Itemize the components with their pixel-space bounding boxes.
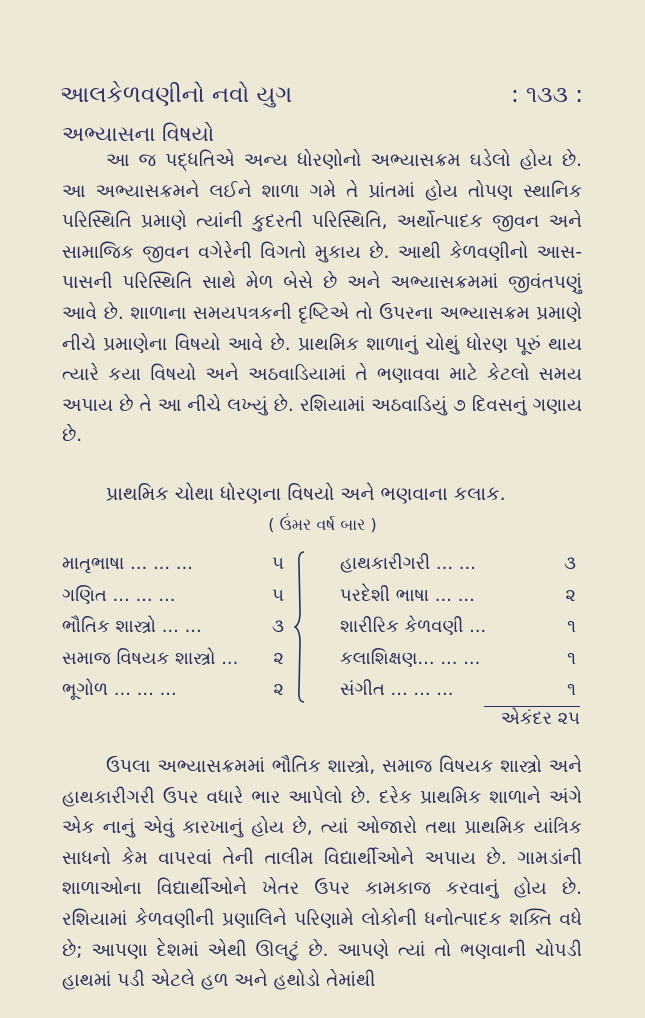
subject-name: સમાજ વિષયક શાસ્ત્રો ...: [62, 647, 239, 669]
subject-hours: ૫: [272, 553, 284, 574]
subject-hours: ૧: [567, 679, 576, 700]
paragraph-intro: આ જ પદ્ધતિએ અન્ય ધોરણોનો અભ્યાસક્રમ ઘડેલો હોય છે. આ અભ્યાસક્રમને લઈને શાળા ગમે તે પ્રાંતમાં હોય તોપણ સ્થાનિક પરિસ્થિતિ પ્રમાણે ત્યાંની કુદરતી પરિસ્થિતિ, અર્થોત્પાદક જીવન અને સામાજિક જીવન વગેરેની વિગતો મુકાય છે. આથી કેળવણીનો આસ-પાસની પરિસ્થિતિ સાથે મેળ બેસે છે અને અભ્યાસક્રમમાં જીવંતપણું આવે છે. શાળાના સમયપત્રકની દૃષ્ટિએ તો ઉપરના અભ્યાસક્રમ પ્રમાણે નીચે પ્રમાણેના વિષયો આવે છે. પ્રાથમિક શાળાનું ચોથું ધોરણ પૂરું થાય ત્યારે કયા વિષયો અને અઠવાડિયામાં તે ભણાવવા માટે કેટલો સમય અપાય છે તે આ નીચે લખ્યું છે. રશિયામાં અઠવાડિયું ૭ દિવસનું ગણાય છે.: [62, 150, 582, 447]
subject-row: [62, 674, 284, 706]
total-rule: [484, 706, 580, 707]
page-number: : ૧૩૩ :: [510, 82, 583, 108]
subject-row: [340, 548, 576, 580]
paragraph-discussion: ઉપલા અભ્યાસક્રમમાં ભૌતિક શાસ્ત્રો, સમાજ વિષયક શાસ્ત્રો અને હાથકારીગરી ઉપર વધારે ભાર આપેલો છે. દરેક પ્રાથમિક શાળાને અંગે એક નાનું એવું કારખાનું હોય છે, ત્યાં ઓજારો તથા પ્રાથમિક યાંત્રિક સાધનો કેમ વાપરવાં તેની તાલીમ વિદ્યાર્થીઓને અપાય છે. ગામડાંની શાળાઓના વિદ્યાર્થીઓને ખેતર ઉપર કામકાજ કરવાનું હોય છે. રશિયામાં કેળવણીની પ્રણાલિને પરિણામે લોકોની ધનોત્પાદક શક્તિ વધે છે; આપણા દેશમાં એથી ઊલટું છે. આપણે ત્યાં તો ભણવાની ચોપડી હાથમાં પડી એટલે હળ અને હથોડો તેમાંથી: [62, 756, 582, 992]
total-hours: એકંદર ૨૫: [500, 708, 580, 729]
subject-row: [62, 548, 284, 580]
page-header: [60, 82, 583, 108]
subjects-left-column: [62, 548, 284, 706]
running-title: આલકેળવણીનો નવો યુગ: [60, 82, 293, 108]
brace-divider: [294, 548, 310, 706]
subject-row: [62, 580, 284, 612]
subject-name: પરદેશી ભાષા ... ...: [340, 584, 475, 606]
subject-hours: ૫: [272, 584, 284, 606]
table-subtitle: ( ઉંમર વર્ષ બાર ): [268, 515, 377, 534]
subject-row: [340, 643, 576, 675]
subject-name: હાથકારીગરી ... ...: [340, 553, 476, 574]
table-title: પ્રાથમિક ચોથા ધોરણના વિષયો અને ભણવાના કલાક.: [106, 483, 506, 505]
subject-hours: ૨: [273, 647, 284, 669]
subject-hours: ૧: [567, 647, 576, 669]
subject-name: માતૃભાષા ... ... ...: [62, 553, 193, 574]
section-heading: અભ્યાસના વિષયો: [62, 122, 215, 146]
subjects-right-column: [340, 548, 576, 706]
subject-hours: ૧: [567, 616, 576, 637]
subject-hours: ૩: [564, 553, 576, 574]
subject-row: [62, 611, 284, 643]
subject-hours: ૩: [272, 616, 284, 637]
subject-row: [340, 674, 576, 706]
subject-name: ભૌતિક શાસ્ત્રો ... ...: [62, 616, 202, 637]
subject-name: સંગીત ... ... ...: [340, 679, 454, 700]
subject-row: [340, 580, 576, 612]
subject-name: ગણિત ... ... ...: [62, 584, 176, 606]
subject-row: [62, 643, 284, 675]
subject-hours: ૨: [565, 584, 576, 606]
subject-name: કલાશિક્ષણ... ... ...: [340, 647, 481, 669]
subject-name: ભૂગોળ ... ... ...: [62, 679, 177, 700]
subject-row: [340, 611, 576, 643]
subject-hours: ૨: [273, 679, 284, 700]
subject-name: શારીરિક કેળવણી ...: [340, 616, 487, 637]
